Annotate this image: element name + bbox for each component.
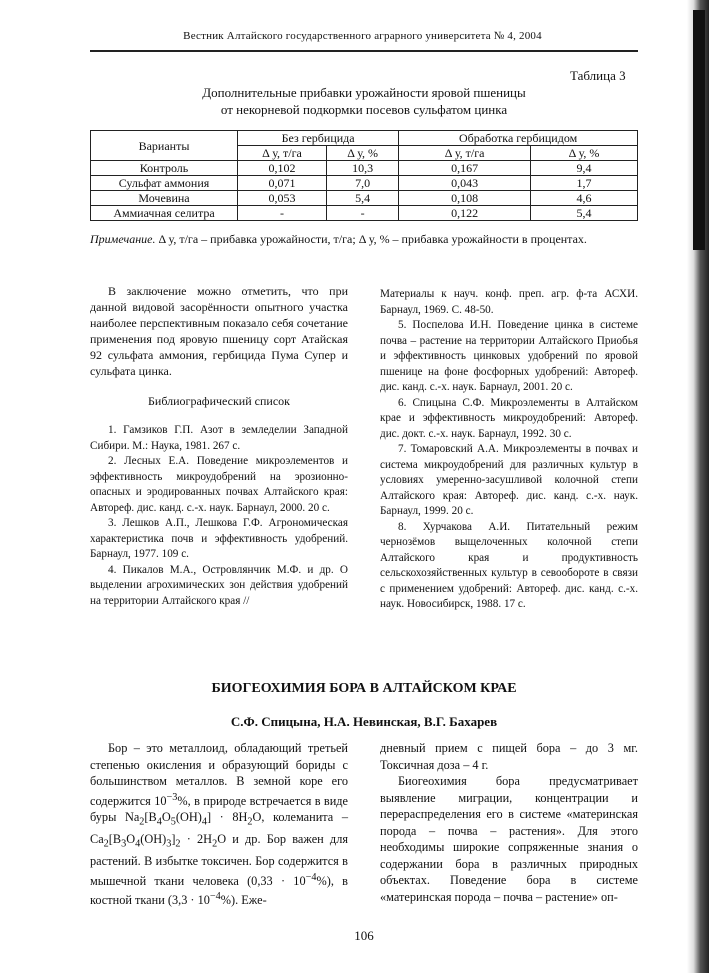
- header-sub-1: Δ у, т/га: [238, 146, 327, 161]
- reference-item: 6. Спицына С.Ф. Микроэлементы в Алтайском крае и эффективность микроудобрений: Автореф. дис. докт. с.-х. наук. Барнаул, 1992. 30 с.: [380, 396, 638, 440]
- note-text: Δ у, т/га – прибавка урожайности, т/га; Δ у, % – прибавка урожайности в процентах.: [155, 232, 587, 246]
- article-authors: С.Ф. Спицына, Н.А. Невинская, В.Г. Бахарев: [230, 714, 498, 729]
- table-cell: 1,7: [531, 176, 638, 191]
- table-cell: 4,6: [531, 191, 638, 206]
- body-paragraph: Биогеохимия бора предусматривает выявление миграции, концентрации и перераспределения его в системе «материнская порода – почва – растения». Для этого необходимы широкие сопряженные знания о содержании бора в различных природных объектах. Поведение бора в системе «материнская порода – почва – растение» оп-: [380, 774, 638, 904]
- table-cell: 5,4: [327, 191, 399, 206]
- running-head: Вестник Алтайского государственного аграрного университета № 4, 2004: [183, 30, 542, 42]
- table-cell: 5,4: [531, 206, 638, 221]
- table-cell: 10,3: [327, 161, 399, 176]
- header-sub-2: Δ у, %: [327, 146, 399, 161]
- table-cell: -: [238, 206, 327, 221]
- reference-item: 3. Лешков А.П., Лешкова Г.Ф. Агрономическая характеристика почв и эффективность удобрений. Барнаул, 1977. 109 с.: [90, 517, 348, 560]
- table-note: [90, 232, 638, 247]
- table-cell: 9,4: [531, 161, 638, 176]
- table-cell: 0,102: [238, 161, 327, 176]
- table-number: Таблица 3: [570, 68, 626, 83]
- conclusion-paragraph: В заключение можно отметить, что при данной видовой засорённости опытного участка наиболее перспективным показало себя сочетание применения под яровую пшеницу сорт Атайская 92 сульфата аммония, гербицида Пума Супер и сульфата цинка.: [90, 284, 348, 378]
- references-right: [380, 287, 638, 613]
- header-rule: [90, 50, 638, 52]
- references-left: [90, 423, 348, 609]
- reference-item: 8. Хурчакова А.И. Питательный режим чернозёмов выщелоченных колочной степи Алтайского края и продуктивность сельскохозяйственных культур в севообороте в связи с применением удобрений: Автореф. дис. канд. с.-х. наук. Новосибирск, 1988. 17 с.: [380, 520, 638, 610]
- article-body-left: [90, 740, 348, 909]
- table-cell: 7,0: [327, 176, 399, 191]
- left-column: [90, 283, 348, 609]
- table-row: [91, 176, 638, 191]
- article-body-right: [380, 740, 638, 905]
- note-label: Примечание.: [90, 232, 156, 246]
- table-cell: -: [327, 206, 399, 221]
- article-title: БИОГЕОХИМИЯ БОРА В АЛТАЙСКОМ КРАЕ: [211, 681, 517, 696]
- reference-item: 1. Гамзиков Г.П. Азот в земледелии Западной Сибири. М.: Наука, 1981. 267 с.: [90, 424, 348, 452]
- row-label: Контроль: [91, 161, 238, 176]
- right-column: [380, 287, 638, 613]
- reference-item: 7. Томаровский А.А. Микроэлементы в почвах и система микроудобрений для различных культур в условиях умеренно-засушливой колочной степи Алтайского края: Автореф. дис. канд. с.-х. наук. Барнаул, 1999. 20 с.: [380, 443, 638, 517]
- table-cell: 0,053: [238, 191, 327, 206]
- reference-item: 5. Поспелова И.Н. Поведение цинка в системе почва – растение на территории Алтайского Приобья и эффективность цинковых удобрений по яровой пшенице на фоне фосфорных удобрений: Автореф. дис. канд. с.-х. наук. Барнаул, 2001. 20 с.: [380, 319, 638, 393]
- row-label: Аммиачная селитра: [91, 206, 238, 221]
- table-cell: 0,167: [399, 161, 531, 176]
- table-cell: 0,108: [399, 191, 531, 206]
- table-header-row: [91, 131, 638, 146]
- row-label: Мочевина: [91, 191, 238, 206]
- table-title-line-1: Дополнительные прибавки урожайности яровой пшеницы: [202, 85, 526, 100]
- page-edge-dark: [693, 10, 705, 250]
- bibliography-heading: Библиографический список: [148, 394, 290, 408]
- header-sub-4: Δ у, %: [531, 146, 638, 161]
- reference-item: 2. Лесных Е.А. Поведение микроэлементов и эффективность микроудобрений на эрозионно-опасных и эродированных почвах Алтайского края: Автореф. дис. канд. с.-х. наук. Барнаул, 2000. 20 с.: [90, 455, 348, 514]
- reference-continuation: Материалы к науч. конф. преп. агр. ф-та АСХИ. Барнаул, 1969. С. 48-50.: [380, 288, 638, 316]
- reference-item: 4. Пикалов М.А., Островлянчик М.Ф. и др. О выделении агрохимических зон действия удобрений на территории Алтайского края //: [90, 563, 348, 607]
- table-title-line-2: от некорневой подкормки посевов сульфатом цинка: [220, 102, 508, 117]
- table-row: [91, 161, 638, 176]
- table-cell: 0,122: [399, 206, 531, 221]
- table-row: [91, 206, 638, 221]
- table-row: [91, 191, 638, 206]
- header-variants: Варианты: [91, 131, 238, 161]
- body-paragraph: Бор – это металлоид, обладающий третьей степенью окисления и образующий бориды с большинством металлов. В земной коре его содержится $10^{-3}\%$, в природе встречается в виде буры $Na_2[B_4O_5(OH)_4] \cdot 8H_2O$, колеманита – $Ca_2[B_3O_4(OH)_3]_2 \cdot 2H_2O$ и др. Бор важен для растений. В избытке токсичен. Бор содержится в мышечной ткани человека $(0,33 \cdot 10^{-4}\%)$, в костной ткани $(3,3 \cdot 10^{-4}\%)$. Еже-: [90, 741, 349, 908]
- data-table: [90, 130, 638, 221]
- table-cell: 0,071: [238, 176, 327, 191]
- row-label: Сульфат аммония: [91, 176, 238, 191]
- header-group-no-herbicide: Без гербицида: [238, 131, 399, 146]
- header-sub-3: Δ у, т/га: [399, 146, 531, 161]
- header-group-herbicide: Обработка гербицидом: [399, 131, 638, 146]
- body-paragraph: дневный прием с пищей бора – до 3 мг. Токсичная доза – 4 г.: [380, 741, 638, 772]
- page-number: 106: [354, 928, 374, 943]
- table-cell: 0,043: [399, 176, 531, 191]
